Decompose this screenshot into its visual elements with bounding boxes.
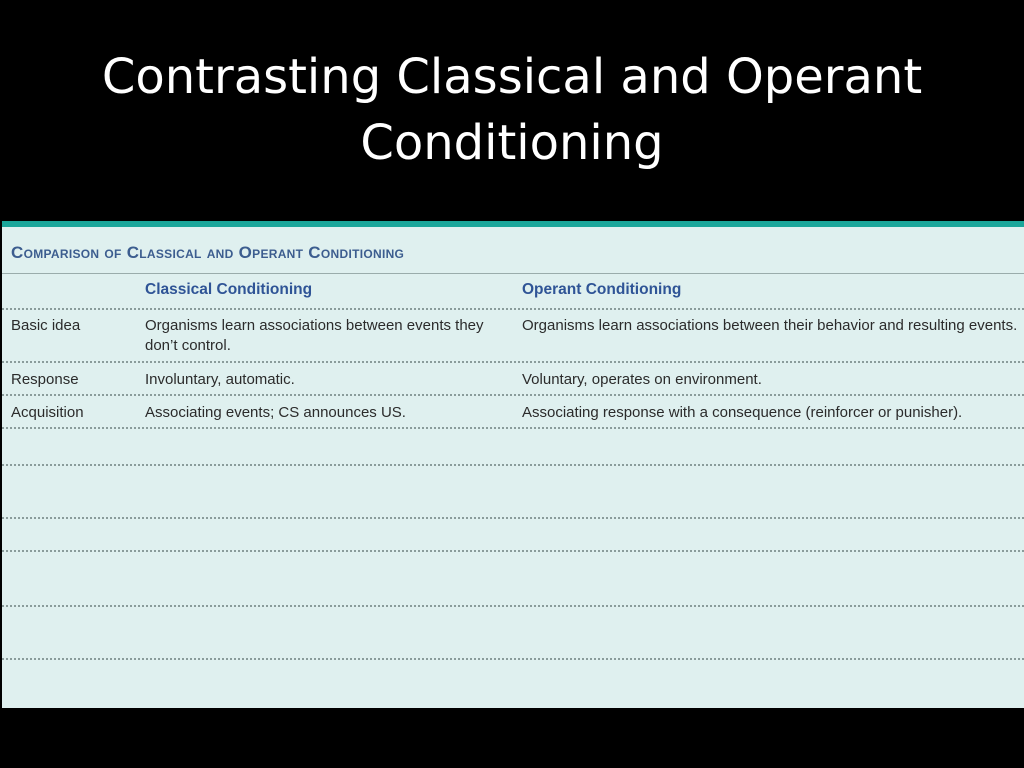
table-rule bbox=[2, 658, 1024, 660]
table-rule bbox=[2, 308, 1024, 310]
table-rule bbox=[2, 464, 1024, 466]
cell-acquisition-operant: Associating response with a consequence (reinforcer or punisher). bbox=[522, 404, 963, 421]
cell-acquisition-classical: Associating events; CS announces US. bbox=[145, 404, 406, 421]
cell-basic-idea-operant: Organisms learn associations between their behavior and resulting events. bbox=[522, 317, 1018, 334]
table-caption: Comparison of Classical and Operant Conditioning bbox=[11, 243, 405, 262]
slide-title-line-1: Contrasting Classical and Operant bbox=[101, 49, 923, 105]
slide-title-line-2: Conditioning bbox=[360, 115, 664, 171]
table-rule bbox=[2, 273, 1024, 274]
cell-response-classical: Involuntary, automatic. bbox=[145, 371, 295, 388]
table-rule bbox=[2, 427, 1024, 429]
table-rule bbox=[2, 517, 1024, 519]
column-header-operant: Operant Conditioning bbox=[522, 281, 682, 298]
table-rule bbox=[2, 361, 1024, 363]
row-label-response: Response bbox=[11, 371, 79, 388]
column-header-classical: Classical Conditioning bbox=[145, 281, 313, 298]
table-rule bbox=[2, 550, 1024, 552]
row-label-basic-idea: Basic idea bbox=[11, 317, 81, 334]
table-rule bbox=[2, 394, 1024, 396]
row-label-acquisition: Acquisition bbox=[11, 404, 84, 421]
cell-response-operant: Voluntary, operates on environment. bbox=[522, 371, 762, 388]
table-rule bbox=[2, 605, 1024, 607]
slide-title bbox=[0, 44, 1024, 176]
comparison-table bbox=[2, 221, 1024, 708]
cell-basic-idea-classical: Organisms learn associations between events they don’t control. bbox=[145, 317, 484, 354]
